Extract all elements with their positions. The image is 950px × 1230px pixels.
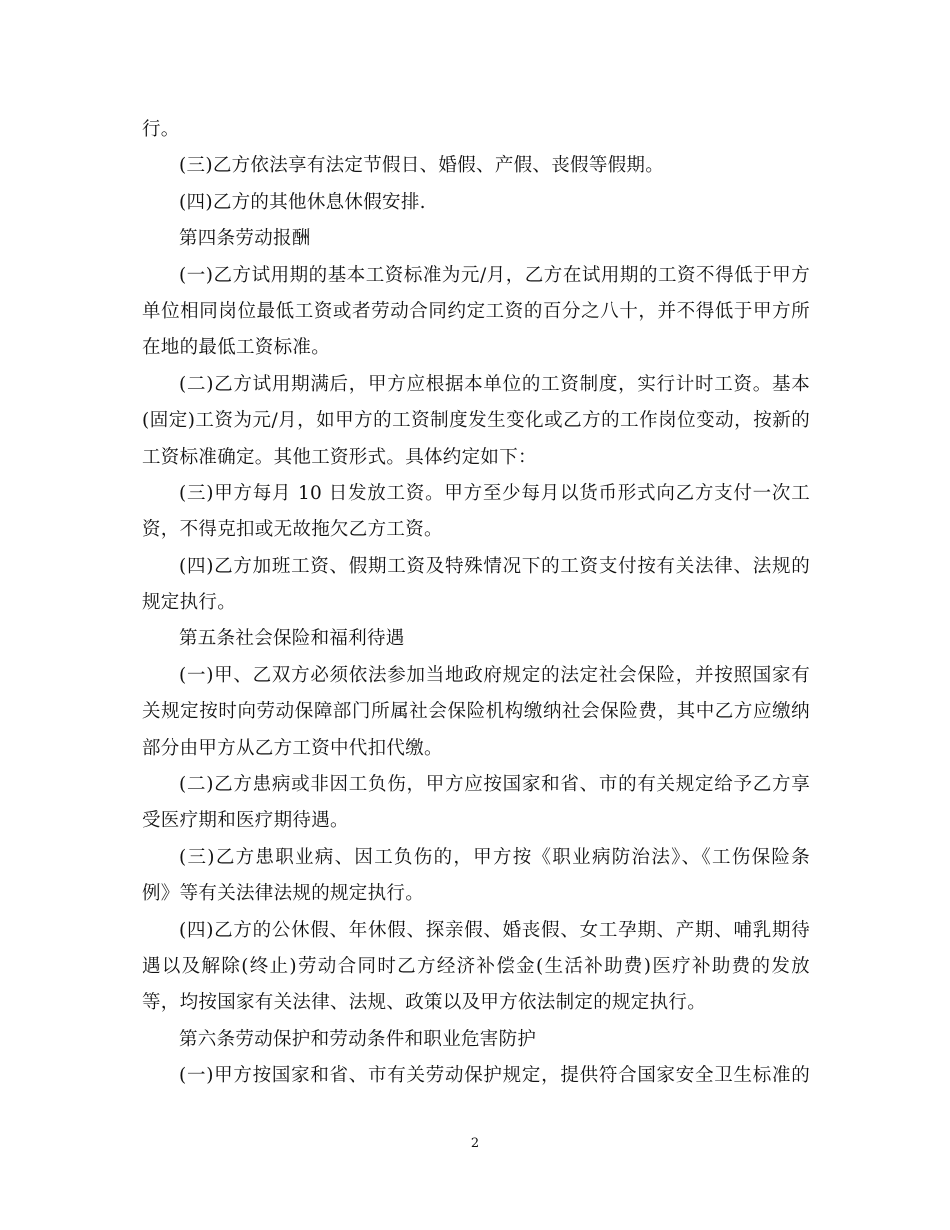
text-line: (三)乙方依法享有法定节假日、婚假、产假、丧假等假期。 — [179, 155, 665, 177]
text-line: (一)甲、乙双方必须依法参加当地政府规定的法定社会保险，并按照国家有 — [179, 664, 810, 686]
text-line: 遇以及解除(终止)劳动合同时乙方经济补偿金(生活补助费)医疗补助费的发放 — [142, 955, 810, 977]
text-line: 工资标准确定。其他工资形式。具体约定如下： — [142, 446, 537, 468]
text-line: 关规定按时向劳动保障部门所属社会保险机构缴纳社会保险费，其中乙方应缴纳 — [142, 701, 810, 723]
text-line: (一)乙方试用期的基本工资标准为元/月，乙方在试用期的工资不得低于甲方 — [179, 264, 810, 286]
text-line: 单位相同岗位最低工资或者劳动合同约定工资的百分之八十，并不得低于甲方所 — [142, 300, 810, 322]
text-line: 等，均按国家有关法律、法规、政策以及甲方依法制定的规定执行。 — [142, 992, 707, 1014]
text-line: (二)乙方试用期满后，甲方应根据本单位的工资制度，实行计时工资。基本 — [179, 373, 810, 395]
text-line: (四)乙方的公休假、年休假、探亲假、婚丧假、女工孕期、产期、哺乳期待 — [179, 919, 810, 941]
text-line: 例》等有关法律法规的规定执行。 — [142, 883, 425, 905]
text-line: 受医疗期和医疗期待遇。 — [142, 810, 349, 832]
text-line: 部分由甲方从乙方工资中代扣代缴。 — [142, 737, 443, 759]
text-line: (四)乙方加班工资、假期工资及特殊情况下的工资支付按有关法律、法规的 — [179, 555, 810, 577]
document-body — [142, 112, 810, 1095]
text-line: 行。 — [142, 119, 180, 140]
text-line: (二)乙方患病或非因工负伤，甲方应按国家和省、市的有关规定给予乙方享 — [179, 774, 810, 796]
text-line: (四)乙方的其他休息休假安排. — [179, 191, 426, 213]
text-line: 在地的最低工资标准。 — [142, 337, 331, 359]
section-heading: 第五条社会保险和福利待遇 — [179, 628, 405, 650]
text-line: (一)甲方按国家和省、市有关劳动保护规定，提供符合国家安全卫生标准的 — [179, 1065, 810, 1087]
text-line: 资，不得克扣或无故拖欠乙方工资。 — [142, 519, 443, 541]
section-heading: 第四条劳动报酬 — [179, 228, 311, 250]
section-heading: 第六条劳动保护和劳动条件和职业危害防护 — [179, 1028, 537, 1050]
text-line: (三)甲方每月 10 日发放工资。甲方至少每月以货币形式向乙方支付一次工 — [179, 482, 810, 504]
text-line: 规定执行。 — [142, 592, 237, 614]
text-line: (固定)工资为元/月，如甲方的工资制度发生变化或乙方的工作岗位变动，按新的 — [142, 410, 810, 432]
page-number: 2 — [470, 1136, 480, 1151]
text-line: (三)乙方患职业病、因工负伤的，甲方按《职业病防治法》、《工伤保险条 — [179, 846, 810, 868]
